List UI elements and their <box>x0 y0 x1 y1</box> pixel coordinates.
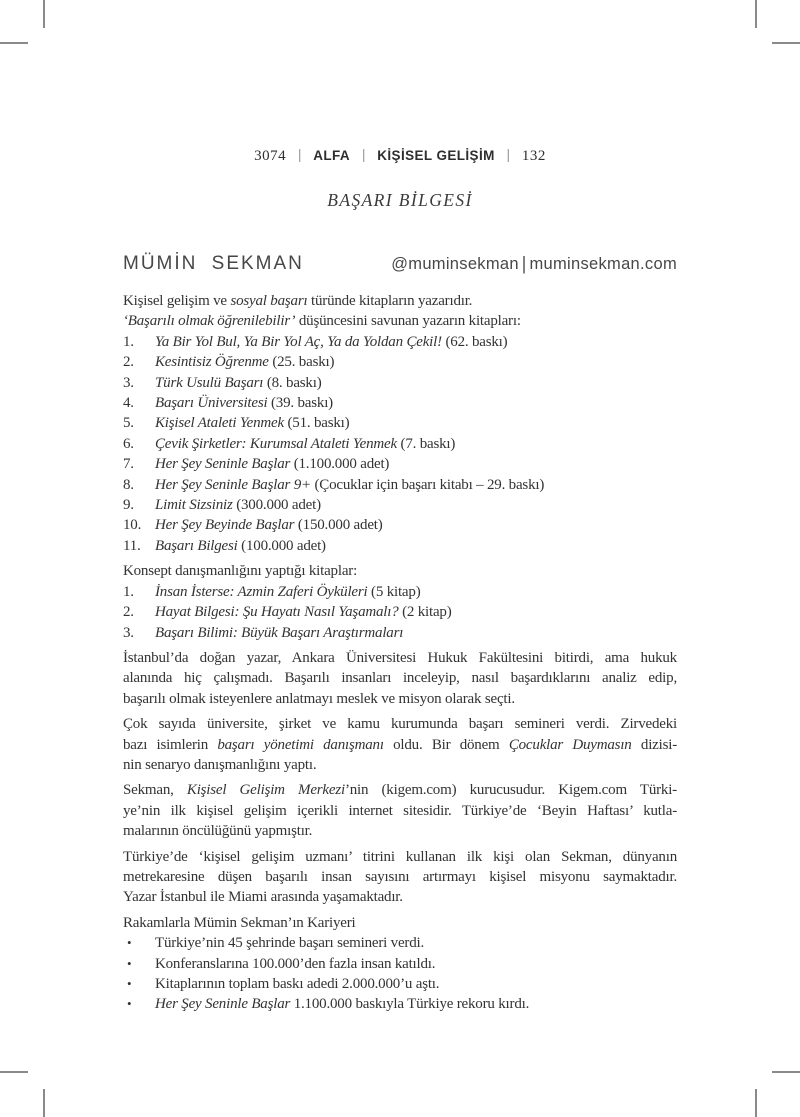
plain-text: Yazar İstanbul ile Miami arasında yaşamaktadır. <box>123 889 403 906</box>
intro-line <box>123 311 677 331</box>
social-separator: | <box>521 254 527 274</box>
plain-text: İstanbul’da doğan yazar, Ankara Üniversitesi Hukuk Fakültesini bitirdi, ama hukuk <box>123 649 677 666</box>
book-list-item <box>123 536 677 556</box>
paragraph-line <box>123 847 677 867</box>
plain-text: (150.000 adet) <box>294 517 383 534</box>
italic-text: Hayat Bilgesi: Şu Hayatı Nasıl Yaşamalı? <box>155 604 399 621</box>
plain-text: Kitaplarının toplam baskı adedi 2.000.000’u aştı. <box>155 976 440 992</box>
paragraph-line <box>123 867 677 887</box>
italic-text: Çocuklar Duymasın <box>508 736 632 753</box>
career-bullet-item <box>123 954 677 974</box>
plain-text: (300.000 adet) <box>232 497 321 514</box>
plain-text: ye’nin ilk kişisel gelişim içerikli internet sitesidir. Türkiye’de ‘Beyin Haftası’ kutla- <box>123 802 677 819</box>
book-number: 6. <box>123 435 134 452</box>
italic-text: İnsan İsterse: Azmin Zaferi Öyküleri <box>155 583 368 600</box>
italic-text: Çevik Şirketler: Kurumsal Ataleti Yenmek <box>155 435 397 452</box>
plain-text: malarının öncülüğünü yapmıştır. <box>123 823 313 840</box>
item-text <box>155 933 677 953</box>
plain-text: Çok sayıda üniversite, şirket ve kamu kurumunda başarı semineri verdi. Zirvedeki <box>123 716 677 733</box>
catalog-number: 3074 <box>254 148 287 164</box>
crop-mark-top-left-vertical <box>43 0 45 28</box>
book-list-item <box>123 434 677 454</box>
plain-text: metrekaresine düşen başarılı insan sayısını artırmayı kişisel misyonu saymaktadır. <box>123 868 677 885</box>
italic-text: Limit Sizsiniz <box>155 497 233 514</box>
content <box>123 291 677 1015</box>
paragraph-line <box>123 735 677 755</box>
item-text <box>155 413 677 433</box>
paragraph <box>123 714 677 775</box>
item-text <box>155 536 677 556</box>
book-number: 3. <box>123 624 134 641</box>
italic-text: Her Şey Seninle Başlar <box>155 996 291 1013</box>
item-text <box>155 623 677 643</box>
book-number: 5. <box>123 415 134 432</box>
book-number: 3. <box>123 374 134 391</box>
plain-text: (39. baskı) <box>267 395 333 412</box>
item-text <box>155 582 677 602</box>
item-text <box>155 994 677 1014</box>
italic-text: Başarı Bilimi: Büyük Başarı Araştırmaları <box>155 624 404 641</box>
series-number: 132 <box>521 148 546 164</box>
italic-text: Türk Usulü Başarı <box>155 374 264 391</box>
item-text <box>155 352 677 372</box>
book-list-item <box>123 454 677 474</box>
item-text <box>155 974 677 994</box>
plain-text: (7. baskı) <box>396 435 456 452</box>
plain-text: oldu. Bir dönem <box>383 736 509 753</box>
item-text <box>155 475 677 495</box>
plain-text: (100.000 adet) <box>237 537 326 554</box>
book-list-item <box>123 495 677 515</box>
item-text <box>155 434 677 454</box>
consulting-list-item <box>123 623 677 643</box>
header-separator: | <box>506 146 511 162</box>
item-text <box>155 954 677 974</box>
italic-text: Her Şey Beyinde Başlar <box>155 517 295 534</box>
plain-text: nin senaryo danışmanlığını yaptı. <box>123 756 317 773</box>
book-list-item <box>123 515 677 535</box>
crop-mark-top-left-horizontal <box>0 42 28 44</box>
plain-text: 1.100.000 baskıyla Türkiye rekoru kırdı. <box>290 996 530 1013</box>
crop-mark-bottom-right-horizontal <box>772 1071 800 1073</box>
plain-text: (5 kitap) <box>367 583 421 600</box>
book-list-item <box>123 475 677 495</box>
italic-text: sosyal başarı <box>230 293 308 309</box>
crop-mark-bottom-left-vertical <box>43 1089 45 1117</box>
crop-mark-top-right-horizontal <box>772 42 800 44</box>
book-number: 1. <box>123 333 134 350</box>
consulting-heading: Konsept danışmanlığını yaptığı kitaplar: <box>123 563 358 580</box>
bullet-icon: • <box>127 996 132 1012</box>
author-social <box>391 255 677 274</box>
item-text <box>155 332 677 352</box>
plain-text: Türkiye’de ‘kişisel gelişim uzmanı’ titrini kullanan ilk kişi olan Sekman, dünyanın <box>123 848 677 865</box>
author-handle: @muminsekman <box>391 255 519 273</box>
intro-line <box>123 291 677 311</box>
crop-mark-bottom-left-horizontal <box>0 1071 28 1073</box>
author-row <box>123 253 677 275</box>
book-number: 4. <box>123 395 134 412</box>
italic-text: Kişisel Ataleti Yenmek <box>155 415 284 432</box>
book-list-item <box>123 393 677 413</box>
paragraph <box>123 847 677 908</box>
plain-text: (25. baskı) <box>268 354 335 371</box>
header-separator: | <box>297 146 302 162</box>
consulting-list-item <box>123 582 677 602</box>
italic-text: Başarı Üniversitesi <box>155 395 268 412</box>
book-number: 2. <box>123 604 134 621</box>
italic-text: Başarı Bilgesi <box>155 537 238 554</box>
category-label: KİŞİSEL GELİŞİM <box>377 148 495 163</box>
author-website: muminsekman.com <box>529 255 677 273</box>
plain-text: bazı isimlerin <box>123 736 218 753</box>
crop-mark-bottom-right-vertical <box>755 1089 757 1117</box>
plain-text: başarılı olmak isteyenlere anlatmayı meslek ve misyon olarak seçti. <box>123 690 515 707</box>
paragraph-line <box>123 821 677 841</box>
plain-text: Türkiye’nin 45 şehrinde başarı semineri verdi. <box>155 935 425 952</box>
book-number: 2. <box>123 354 134 371</box>
career-bullet-item <box>123 994 677 1014</box>
paragraph-line <box>123 714 677 734</box>
plain-text: (2 kitap) <box>398 604 452 621</box>
item-text <box>155 515 677 535</box>
plain-text: (62. baskı) <box>441 333 508 350</box>
italic-text: ‘Başarılı olmak öğrenilebilir’ <box>123 313 296 330</box>
book-number: 7. <box>123 456 134 473</box>
italic-text: başarı yönetimi danışmanı <box>217 736 384 753</box>
plain-text: Kişisel gelişim ve <box>123 293 231 309</box>
plain-text: türünde kitapların yazarıdır. <box>307 293 473 309</box>
item-text <box>155 602 677 622</box>
italic-text: Her Şey Seninle Başlar 9+ <box>155 476 311 493</box>
book-list-item <box>123 413 677 433</box>
italic-text: Ya Bir Yol Bul, Ya Bir Yol Aç, Ya da Yoldan Çekil! <box>155 333 442 350</box>
plain-text: dizisi- <box>631 736 677 753</box>
bullet-icon: • <box>127 955 132 971</box>
running-head <box>0 146 800 165</box>
plain-text: ’nin (kigem.com) kurucusudur. Kigem.com Türki- <box>344 782 677 799</box>
book-list-item <box>123 373 677 393</box>
publisher-name: ALFA <box>313 148 351 163</box>
career-bullet-item <box>123 974 677 994</box>
book-number: 11. <box>123 537 141 554</box>
book-list-item <box>123 352 677 372</box>
plain-text: (Çocuklar için başarı kitabı – 29. baskı) <box>310 476 545 493</box>
plain-text: düşüncesini savunan yazarın kitapları: <box>295 313 521 330</box>
plain-text: (1.100.000 adet) <box>290 456 390 473</box>
career-heading: Rakamlarla Mümin Sekman’ın Kariyeri <box>123 914 356 931</box>
book-number: 1. <box>123 583 134 600</box>
career-bullet-item <box>123 933 677 953</box>
author-name: MÜMİN SEKMAN <box>123 253 304 274</box>
paragraph-line <box>123 668 677 688</box>
item-text <box>155 454 677 474</box>
paragraph-line <box>123 755 677 775</box>
plain-text: Konferanslarına 100.000’den fazla insan katıldı. <box>155 955 436 972</box>
paragraph-line <box>123 887 677 907</box>
page-title: BAŞARI BİLGESİ <box>327 190 473 210</box>
consulting-list-item <box>123 602 677 622</box>
plain-text: alanında hiç çalışmadı. Başarılı insanları inceleyip, nasıl başardıklarını analiz edip, <box>123 670 677 687</box>
italic-text: Her Şey Seninle Başlar <box>155 456 291 473</box>
book-number: 9. <box>123 497 134 514</box>
italic-text: Kesintisiz Öğrenme <box>155 354 269 371</box>
book-number: 10. <box>123 517 142 534</box>
book-list-item <box>123 332 677 352</box>
plain-text: (8. baskı) <box>263 374 322 391</box>
paragraph <box>123 648 677 709</box>
italic-text: Kişisel Gelişim Merkezi <box>186 782 345 799</box>
item-text <box>155 373 677 393</box>
plain-text: (51. baskı) <box>283 415 350 432</box>
bullet-icon: • <box>127 935 132 951</box>
crop-mark-top-right-vertical <box>755 0 757 28</box>
paragraph-line <box>123 648 677 668</box>
bullet-icon: • <box>127 976 132 991</box>
paragraph-line <box>123 689 677 709</box>
book-number: 8. <box>123 476 134 493</box>
paragraph-line <box>123 780 677 800</box>
header-separator: | <box>361 146 366 162</box>
item-text <box>155 495 677 515</box>
paragraph-line <box>123 801 677 821</box>
paragraph <box>123 780 677 841</box>
plain-text: Sekman, <box>123 782 187 799</box>
item-text <box>155 393 677 413</box>
